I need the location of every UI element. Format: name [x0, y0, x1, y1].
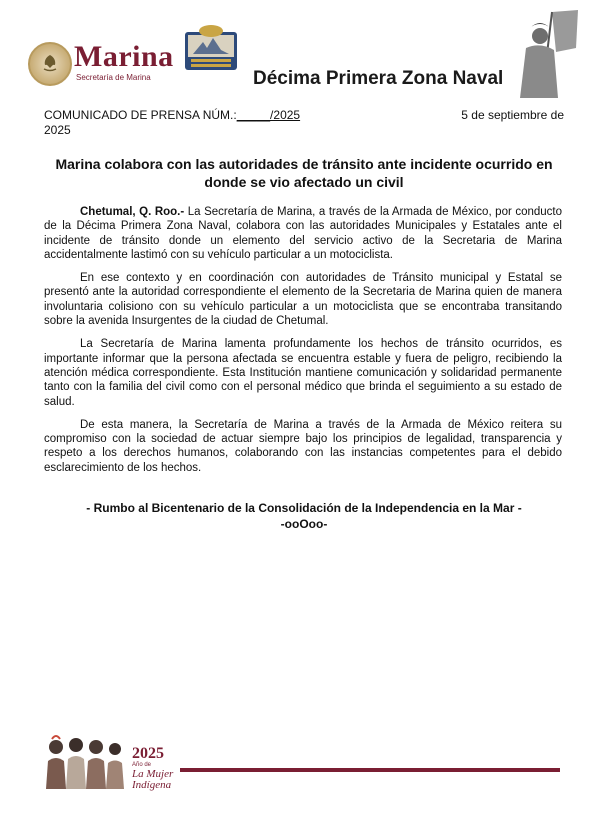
communique-number-line [44, 108, 300, 123]
press-headline: Marina colabora con las autoridades de tránsito ante incidente ocurrido en donde se vio afectado un civil [55, 156, 553, 190]
communique-number: _____/2025 [236, 108, 301, 122]
heroine-with-flag-illustration [512, 8, 582, 100]
indigenous-women-illustration [42, 733, 128, 789]
closing-block [44, 500, 564, 532]
footer-accent-line [180, 768, 560, 772]
closing-motto: - Rumbo al Bicentenario de la Consolidación de la Independencia en la Mar - [86, 501, 522, 515]
closing-end-mark: -ooOoo- [280, 517, 328, 531]
paragraph-3: La Secretaría de Marina lamenta profundamente los hechos de tránsito ocurridos, es importante informar que la persona afectada se encuentra estable y fuera de peligro, recibiendo la atención médica correspondiente. Esta Institución mantiene comunicación y solidaridad permanente tanto con la familia del civil como con el personal médico que brinda el seguimiento a su estado de salud. [44, 338, 562, 408]
zone-title: Décima Primera Zona Naval [253, 68, 504, 89]
mexico-coat-of-arms-icon [28, 42, 72, 86]
paragraph-2: En ese contexto y en coordinación con autoridades de Tránsito municipal y Estatal se presentó ante la autoridad correspondiente el elemento de la Secretaria de Marina quien de manera involuntaria colisiono con su vehículo particular a un motociclista que se encontraba transitando sobre la avenida Insurgentes de la ciudad de Chetumal. [44, 272, 562, 328]
communique-date-year: 2025 [44, 123, 71, 137]
dateline: Chetumal, Q. Roo.- [80, 206, 185, 218]
press-body [44, 205, 562, 484]
brand-subtitle: Secretaría de Marina [76, 73, 151, 82]
paragraph-4: De esta manera, la Secretaría de Marina a través de la Armada de México reitera su compromiso con la sociedad de actuar siempre bajo los principios de legalidad, transparencia y respeto a los derechos humanos, colaborando con las instancias competentes para el debido esclarecimiento de los hechos. [44, 418, 562, 474]
year-name-line-2: Indígena [132, 779, 172, 791]
communique-date: 5 de septiembre de [461, 108, 564, 122]
year-name-line-1: La Mujer [132, 768, 174, 780]
year-caption: Año de [132, 762, 152, 768]
navy-200-anniversary-badge-icon [183, 24, 239, 72]
communique-prefix: COMUNICADO DE PRENSA NÚM.: [44, 108, 237, 122]
paragraph-1 [44, 205, 562, 262]
year-of-indigenous-woman [132, 746, 173, 791]
paragraph-1-text: La Secretaría de Marina, a través de la Armada de México, por conducto de la Décima Primera Zona Naval, colabora con las autoridades Municipales y Estatales ante el incidente de tránsito donde un elemento del servicio activo de la Secretaria de Marina accidentalmente lastimó con su vehículo particular a un motociclista. [44, 206, 563, 261]
brand-name: Marina [74, 40, 174, 73]
letterhead [0, 0, 600, 100]
year-number: 2025 [132, 745, 164, 762]
